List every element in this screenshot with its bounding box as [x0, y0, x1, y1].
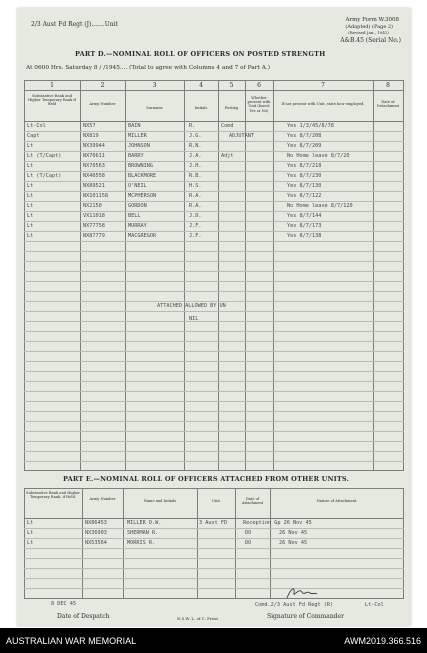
name-cell: SHERMAN R. — [127, 530, 159, 536]
initials-cell: J.G. — [189, 133, 202, 139]
rank-cell: Lt (T/Capt) — [27, 153, 62, 159]
adapted-label: (Adapted) (Page 2) — [345, 24, 393, 30]
col-number: 6 — [257, 82, 261, 89]
nature-cell: 26 Nov 45 — [279, 540, 308, 546]
footer-catalogue-id: AWM2019.366.516 — [344, 636, 421, 646]
handwritten-signature — [285, 584, 319, 602]
employed-cell: Yes 8/7/144 — [287, 213, 322, 219]
rank-cell: Lt — [27, 203, 34, 209]
surname-cell: BARRY — [128, 153, 144, 159]
surname-cell: BELL — [128, 213, 141, 219]
army-number-cell: VX11018 — [83, 213, 105, 219]
surname-cell: BLACKMORE — [128, 173, 157, 179]
rank-cell: Lt — [27, 520, 34, 526]
signature-label: Signature of Commander — [267, 613, 344, 620]
army-number-cell: NX39944 — [83, 143, 105, 149]
employed-cell: Yes 8/7/218 — [287, 163, 322, 169]
footer-institution: AUSTRALIAN WAR MEMORIAL — [6, 636, 137, 646]
commander-unit: Comd.2/3 Aust Fd Regt (R) — [255, 602, 334, 608]
col-header-present: Whether present with Unit (Insert Yes or No) — [247, 96, 271, 113]
initials-cell: R.A. — [189, 203, 202, 209]
initials-cell: J.H. — [189, 163, 202, 169]
col-number: 3 — [152, 82, 157, 89]
unit-cell: 3 Aust FD — [199, 520, 228, 526]
despatch-date-label: Date of Despatch — [57, 613, 110, 620]
rank-cell: Lt — [27, 530, 34, 536]
rank-cell: Lt — [27, 183, 34, 189]
army-number-cell: NX40558 — [83, 173, 105, 179]
initials-cell: J.F. — [189, 223, 202, 229]
col-number: 1 — [50, 82, 54, 89]
commander-rank: Lt-Col — [365, 602, 384, 608]
surname-cell: MILLER — [128, 133, 147, 139]
serial-number: A&B.45 (Serial No.) — [340, 37, 401, 44]
posting-cell: Comd — [221, 123, 234, 129]
employed-cell: Yes 8/7/173 — [287, 223, 322, 229]
employed-cell: Yes 8/7/208 — [287, 133, 322, 139]
initials-cell: R.A. — [189, 193, 202, 199]
col-header-posting: Posting — [224, 106, 239, 110]
nature-cell: 26 Nov 45 — [279, 530, 308, 536]
rank-cell: Lt — [27, 223, 34, 229]
rank-cell: Lt — [27, 163, 34, 169]
initials-cell: R.N. — [189, 143, 202, 149]
army-number-cell: NX57 — [83, 123, 96, 129]
initials-cell: J.D. — [189, 213, 202, 219]
employed-cell: No Home leave 8/7/120 — [287, 203, 353, 209]
e-col-header-army-number: Army Number — [89, 497, 116, 501]
surname-cell: MCPHERSON — [128, 193, 157, 199]
initials-cell: J.A. — [189, 153, 202, 159]
revised-label: (Revised Jan., 1942) — [348, 30, 389, 35]
employed-cell: Yes 8/7/122 — [287, 193, 322, 199]
unit-line: 2/3 Aust Fd Regt (J).......Unit — [31, 21, 118, 28]
rank-cell: Lt — [27, 233, 34, 239]
rank-cell: Lt — [27, 193, 34, 199]
nature-cell: Reception Gp 26 Nov 45 — [243, 520, 312, 526]
employed-cell: Yes 8/7/130 — [287, 183, 322, 189]
nil-entry: NIL — [189, 316, 199, 322]
employed-cell: Yes 1/3/45/8/78 — [287, 123, 334, 129]
archive-footer — [0, 628, 427, 653]
part-d-title: PART D.—NOMINAL ROLL OF OFFICERS ON POSTED STRENGTH — [75, 50, 326, 58]
unit-cell: DO — [245, 530, 252, 536]
army-number-cell: NX70611 — [83, 153, 105, 159]
army-number-cell: NX53564 — [85, 540, 107, 546]
e-col-header-rank: Substantive Rank and Higher Temporary Rank, if Held. — [26, 491, 80, 500]
col-number: 8 — [386, 82, 390, 89]
attached-note: ATTACHED ALLOWED BY UN — [157, 303, 226, 309]
employed-cell: Yes 8/7/230 — [287, 173, 322, 179]
army-form-number: Army Form W.3008 — [345, 17, 399, 23]
army-number-cell: NX101158 — [83, 193, 108, 199]
surname-cell: MURRAY — [128, 223, 147, 229]
col-header-employed: If not present with Unit, state how employed. — [281, 102, 365, 106]
printer-imprint: N.S.W. L. of C. Press — [177, 616, 219, 621]
army-form-page — [17, 8, 411, 626]
e-col-header-nature: Nature of Attachment — [316, 499, 357, 503]
surname-cell: MACGREGOR — [128, 233, 157, 239]
posting-cell: ADJUTANT — [229, 133, 254, 139]
despatch-date: 8 DEC 45 — [51, 601, 76, 607]
col-header-surname: Surname — [146, 106, 163, 110]
rank-cell: Capt — [27, 133, 40, 139]
surname-cell: BAIN — [128, 123, 141, 129]
army-number-cell: NX2150 — [83, 203, 102, 209]
col-number: 2 — [100, 82, 105, 89]
initials-cell: R. — [189, 123, 196, 129]
col-number: 4 — [199, 82, 203, 89]
rank-cell: Lt — [27, 143, 34, 149]
rank-cell: Lt — [27, 213, 34, 219]
rank-cell: Lt (T/Capt) — [27, 173, 62, 179]
employed-cell: Yes 8/7/209 — [287, 143, 322, 149]
initials-cell: J.F. — [189, 233, 202, 239]
col-number: 7 — [321, 82, 325, 89]
initials-cell: H.S. — [189, 183, 202, 189]
e-col-header-unit: Unit — [212, 499, 220, 503]
army-number-cell: NX87779 — [83, 233, 105, 239]
employed-cell: Yes 8/7/138 — [287, 233, 322, 239]
date-line: At 0600 Hrs. Saturday 8 / /1945.... (Total to agree with Columns 4 and 7 of Part A.) — [26, 65, 270, 71]
surname-cell: JOHNSON — [128, 143, 150, 149]
army-number-cell: NX70563 — [83, 163, 105, 169]
col-header-rank: Substantive Rank and Higher Temporary Rank if Held — [28, 94, 76, 107]
rank-cell: Lt — [27, 540, 34, 546]
initials-cell: R.B. — [189, 173, 202, 179]
surname-cell: BROWNING — [128, 163, 153, 169]
surname-cell: GORDON — [128, 203, 147, 209]
name-cell: MORRIS R. — [127, 540, 156, 546]
part-e-title: PART E.—NOMINAL ROLL OF OFFICERS ATTACHED FROM OTHER UNITS. — [63, 475, 350, 483]
posting-cell: Adjt — [221, 153, 234, 159]
col-header-army-number: Army Number — [89, 102, 116, 106]
col-header-initials: Initials — [194, 106, 208, 110]
army-number-cell: NX86453 — [85, 520, 107, 526]
col-header-detachment: Date of Detachment — [376, 100, 400, 109]
unit-cell: DO — [245, 540, 252, 546]
e-col-header-name: Name and Initials — [143, 499, 177, 503]
name-cell: MILLER D.W. — [127, 520, 162, 526]
army-number-cell: NX819 — [83, 133, 99, 139]
employed-cell: No Home leave 8/7/20 — [287, 153, 350, 159]
e-col-header-date: Date of Attachment — [241, 497, 264, 506]
army-number-cell: NX36903 — [85, 530, 107, 536]
rank-cell: Lt-Col — [27, 123, 46, 129]
army-number-cell: NX89521 — [83, 183, 105, 189]
surname-cell: O'NEIL — [128, 183, 147, 189]
col-number: 5 — [229, 82, 234, 89]
army-number-cell: NX77758 — [83, 223, 105, 229]
